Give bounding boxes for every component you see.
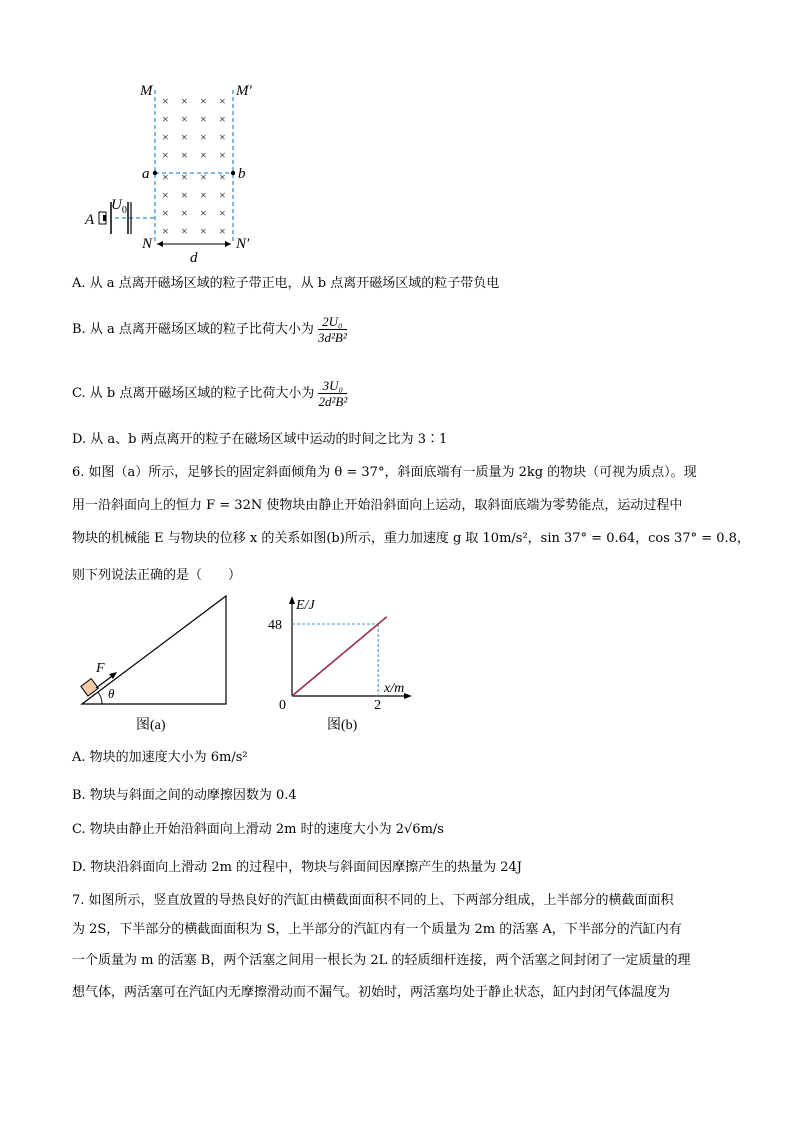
field-cross-mark: ×	[162, 224, 169, 238]
field-cross-mark: ×	[219, 148, 226, 162]
caption-figure-b: 图(b)	[327, 718, 358, 733]
q6-option-c: C. 物块由静止开始沿斜面向上滑动 2m 时的速度大小为 2√6m/s	[72, 822, 444, 837]
field-cross-mark: ×	[219, 206, 226, 220]
field-cross-mark: ×	[162, 130, 169, 144]
field-cross-mark: ×	[219, 112, 226, 126]
label-M: M	[140, 83, 153, 99]
q5-option-b-text: B. 从 a 点离开磁场区域的粒子比荷大小为	[72, 322, 314, 337]
field-cross-mark: ×	[181, 148, 188, 162]
field-cross-mark: ×	[200, 148, 207, 162]
field-cross-mark: ×	[181, 94, 188, 108]
q7-stem-line-3: 一个质量为 m 的活塞 B，两个活塞之间用一根长为 2L 的轻质细杆连接，两个活塞之间封闭了一定质量的理	[72, 953, 691, 968]
q7-stem-line-4: 想气体，两活塞可在汽缸内无摩擦滑动而不漏气。初始时，两活塞均处于静止状态，缸内封闭气体温度为	[72, 985, 671, 1000]
field-cross-mark: ×	[162, 170, 169, 184]
field-cross-mark: ×	[181, 224, 188, 238]
field-cross-mark: ×	[219, 170, 226, 184]
label-theta: θ	[108, 686, 115, 701]
field-cross-mark: ×	[200, 188, 207, 202]
q5-option-b-fraction	[318, 314, 347, 345]
magnetic-field-figure	[80, 76, 270, 266]
field-cross-mark: ×	[162, 206, 169, 220]
y-tick-label: 48	[268, 618, 282, 633]
label-a: a	[142, 166, 150, 182]
energy-displacement-chart	[266, 592, 416, 742]
q5-option-b	[72, 314, 347, 345]
q5-option-c-fraction	[318, 378, 347, 409]
incline-figure	[70, 592, 240, 742]
q6-option-a: A. 物块的加速度大小为 6m/s²	[72, 750, 248, 765]
field-cross-mark: ×	[200, 170, 207, 184]
q5-option-d: D. 从 a、b 两点离开的粒子在磁场区域中运动的时间之比为 3∶1	[72, 432, 448, 447]
field-cross-mark: ×	[219, 94, 226, 108]
label-d: d	[190, 250, 198, 266]
field-cross-mark: ×	[181, 130, 188, 144]
field-cross-mark: ×	[200, 206, 207, 220]
q5-option-b-numerator: 2U₀	[318, 314, 347, 330]
q5-option-c-numerator: 3U₀	[318, 378, 347, 394]
q7-stem-line-2: 为 2S，下半部分的横截面面积为 S，上半部分的汽缸内有一个质量为 2m 的活塞 A，下半部分的汽缸内有	[72, 922, 682, 937]
field-cross-mark: ×	[181, 112, 188, 126]
field-cross-mark: ×	[162, 94, 169, 108]
field-cross-mark: ×	[219, 224, 226, 238]
label-U0: $U_0$	[111, 197, 127, 216]
q5-option-a: A. 从 a 点离开磁场区域的粒子带正电，从 b 点离开磁场区域的粒子带负电	[72, 276, 500, 291]
field-cross-mark: ×	[181, 170, 188, 184]
x-tick-label: 2	[374, 698, 382, 713]
label-N-prime: N′	[236, 236, 250, 252]
field-cross-mark: ×	[162, 148, 169, 162]
origin-label: 0	[279, 698, 286, 713]
q5-option-b-denominator: 3d²B²	[317, 330, 347, 345]
q5-option-c-text: C. 从 b 点离开磁场区域的粒子比荷大小为	[72, 386, 315, 401]
field-cross-mark: ×	[200, 224, 207, 238]
label-M-prime: M′	[236, 83, 252, 99]
q5-option-c	[72, 378, 347, 409]
label-force-F: F	[96, 661, 105, 676]
field-cross-mark: ×	[219, 130, 226, 144]
field-cross-mark: ×	[181, 206, 188, 220]
field-cross-mark: ×	[200, 112, 207, 126]
q6-option-b: B. 物块与斜面之间的动摩擦因数为 0.4	[72, 788, 297, 803]
q6-stem-line-4: 则下列说法正确的是（ ）	[72, 568, 242, 583]
q6-stem-line-2: 用一沿斜面向上的恒力 F = 32N 使物块由静止开始沿斜面向上运动，取斜面底端为零势能点，运动过程中	[72, 498, 683, 513]
field-cross-mark: ×	[162, 112, 169, 126]
field-cross-mark: ×	[219, 188, 226, 202]
label-A: A	[85, 212, 95, 228]
series-line-energy	[292, 617, 387, 696]
label-b: b	[238, 166, 246, 182]
label-N: N	[142, 236, 153, 252]
axis-label-x: x/m	[384, 681, 405, 696]
q6-option-d: D. 物块沿斜面向上滑动 2m 的过程中，物块与斜面间因摩擦产生的热量为 24J	[72, 860, 522, 875]
field-cross-mark: ×	[162, 188, 169, 202]
q5-option-c-denominator: 2d²B²	[318, 394, 348, 409]
q6-stem-line-3: 物块的机械能 E 与物块的位移 x 的关系如图(b)所示，重力加速度 g 取 10m/s²，sin 37° = 0.64，cos 37° = 0.8，	[72, 531, 750, 546]
caption-figure-a: 图(a)	[136, 718, 166, 733]
q7-stem-line-1: 7. 如图所示，竖直放置的导热良好的汽缸由横截面面积不同的上、下两部分组成，上半部分的横截面面积	[72, 893, 674, 908]
field-cross-mark: ×	[200, 130, 207, 144]
axis-label-E: E/J	[296, 598, 315, 613]
field-cross-mark: ×	[200, 94, 207, 108]
field-cross-mark: ×	[181, 188, 188, 202]
q6-stem-line-1: 6. 如图（a）所示，足够长的固定斜面倾角为 θ = 37°，斜面底端有一质量为 2kg 的物块（可视为质点）。现	[72, 465, 697, 480]
